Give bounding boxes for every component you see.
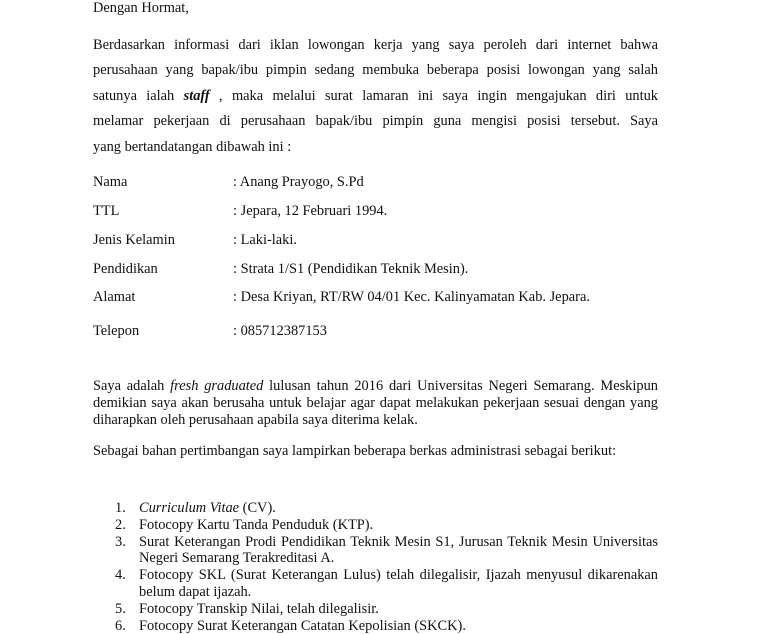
intro-line-1: Berdasarkan informasi dari iklan lowongan kerja yang saya peroleh dari internet bahwa bbox=[93, 37, 658, 53]
list-item bbox=[93, 534, 658, 568]
field-value: : 085712387153 bbox=[233, 323, 327, 339]
list-item bbox=[93, 618, 658, 634]
greeting: Dengan Hormat, bbox=[93, 0, 189, 16]
field-nama bbox=[93, 172, 658, 192]
intro-line-3-end: , maka melalui surat lamaran ini saya ingin mengajukan diri untuk bbox=[209, 87, 659, 104]
list-number: 6. bbox=[115, 617, 126, 634]
staff-emphasis: staff bbox=[183, 87, 210, 104]
attachments-list bbox=[93, 500, 658, 634]
intro-line-3 bbox=[93, 84, 658, 109]
list-item-text: Fotocopy Kartu Tanda Penduduk (KTP). bbox=[139, 516, 374, 533]
field-alamat bbox=[93, 287, 658, 307]
attachments-intro: Sebagai bahan pertimbangan saya lampirkan beberapa berkas administrasi sebagai berikut: bbox=[93, 443, 617, 459]
list-number: 2. bbox=[115, 516, 126, 533]
list-number: 1. bbox=[115, 500, 126, 516]
field-ttl bbox=[93, 201, 658, 221]
list-number: 4. bbox=[115, 567, 126, 584]
intro-paragraph bbox=[93, 33, 658, 160]
list-item-text: Fotocopy Surat Keterangan Catatan Kepolisian (SKCK). bbox=[139, 617, 466, 634]
statement-rest: lulusan tahun 2016 dari Universitas Negeri Semarang. Meskipun demikian saya akan berusaha untuk belajar agar dapat melakukan pekerjaan sesuai dengan yang diharapkan oleh perusahaan apabila saya diterima kelak. bbox=[93, 378, 658, 428]
field-jenis-kelamin bbox=[93, 230, 658, 250]
intro-line-4: melamar pekerjaan di perusahaan bapak/ibu pimpin guna mengisi posisi tersebut. Saya bbox=[93, 113, 658, 130]
field-value: : Jepara, 12 Februari 1994. bbox=[233, 203, 388, 219]
list-item-text: Surat Keterangan Prodi Pendidikan Teknik Mesin S1, Jurusan Teknik Mesin Universitas Negeri Semarang Terakreditasi A. bbox=[139, 533, 658, 567]
statement-paragraph bbox=[93, 378, 658, 429]
statement-start: Saya adalah bbox=[93, 378, 171, 394]
intro-line-2: perusahaan yang bapak/ibu pimpin sedang membuka beberapa posisi lowongan yang salah bbox=[93, 62, 658, 79]
field-label: Jenis Kelamin bbox=[93, 232, 175, 248]
field-label: Nama bbox=[93, 174, 128, 190]
field-value: : Desa Kriyan, RT/RW 04/01 Kec. Kalinyamatan Kab. Jepara. bbox=[233, 289, 590, 305]
field-label: Alamat bbox=[93, 289, 136, 305]
list-item bbox=[93, 567, 658, 601]
intro-line-3-start: satunya ialah bbox=[93, 87, 184, 104]
list-item-text: (CV). bbox=[239, 500, 276, 516]
field-label: Pendidikan bbox=[93, 261, 158, 277]
list-item bbox=[93, 500, 658, 517]
list-item-text: Fotocopy Transkip Nilai, telah dilegalisir. bbox=[139, 600, 379, 617]
list-item bbox=[93, 601, 658, 618]
list-item-text: Fotocopy SKL (Surat Keterangan Lulus) telah dilegalisir, Ijazah menyusul dikarenakan belum dapat ijazah. bbox=[139, 567, 658, 600]
field-label: TTL bbox=[93, 203, 120, 219]
list-number: 5. bbox=[115, 600, 126, 617]
fresh-graduated-emphasis: fresh graduated bbox=[170, 378, 264, 394]
field-value: : Laki-laki. bbox=[233, 232, 297, 248]
list-item bbox=[93, 517, 658, 534]
field-label: Telepon bbox=[93, 323, 140, 339]
field-value: : Anang Prayogo, S.Pd bbox=[233, 174, 364, 190]
intro-line-5: yang bertandatangan dibawah ini : bbox=[93, 138, 292, 155]
list-number: 3. bbox=[115, 533, 126, 550]
field-telepon bbox=[93, 321, 658, 341]
field-pendidikan bbox=[93, 259, 658, 279]
field-value: : Strata 1/S1 (Pendidikan Teknik Mesin). bbox=[233, 261, 469, 277]
curriculum-vitae-emphasis: Curriculum Vitae bbox=[139, 500, 240, 516]
